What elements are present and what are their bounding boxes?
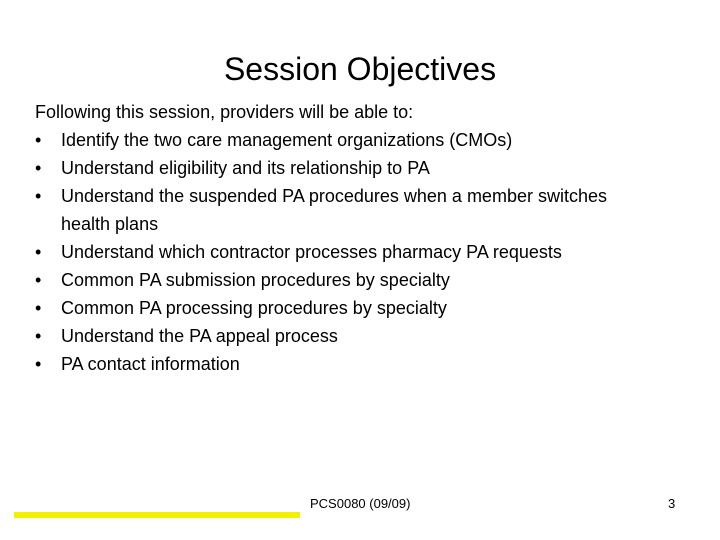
list-item [35, 350, 661, 378]
bullet-icon: • [35, 354, 42, 374]
slide-title: Session Objectives [223, 51, 497, 87]
intro-text: Following this session, providers will be able to: [35, 102, 414, 122]
list-item [35, 154, 661, 182]
list-item [35, 266, 661, 294]
bullet-icon: • [35, 242, 42, 262]
bullet-icon: • [35, 186, 42, 206]
list-item [35, 294, 661, 322]
objectives-list [35, 126, 661, 378]
list-item-text: Understand eligibility and its relationship to PA [61, 158, 430, 178]
list-item-text: Understand the suspended PA procedures when a member switches health plans [61, 186, 607, 234]
bullet-icon: • [35, 158, 42, 178]
page-number: 3 [668, 496, 676, 511]
footer-accent-bar [14, 512, 300, 518]
list-item-text: Common PA submission procedures by specialty [61, 270, 450, 290]
list-item-text: Identify the two care management organizations (CMOs) [61, 130, 513, 150]
bullet-icon: • [35, 326, 42, 346]
bullet-icon: • [35, 270, 42, 290]
bullet-icon: • [35, 298, 42, 318]
bullet-icon: • [35, 130, 42, 150]
list-item [35, 182, 661, 238]
footer-document-code: PCS0080 (09/09) [310, 496, 411, 511]
list-item-text: PA contact information [61, 354, 240, 374]
list-item-text: Understand which contractor processes pharmacy PA requests [61, 242, 562, 262]
list-item [35, 322, 661, 350]
list-item [35, 238, 661, 266]
list-item [35, 126, 661, 154]
list-item-text: Common PA processing procedures by specialty [61, 298, 447, 318]
list-item-text: Understand the PA appeal process [61, 326, 338, 346]
